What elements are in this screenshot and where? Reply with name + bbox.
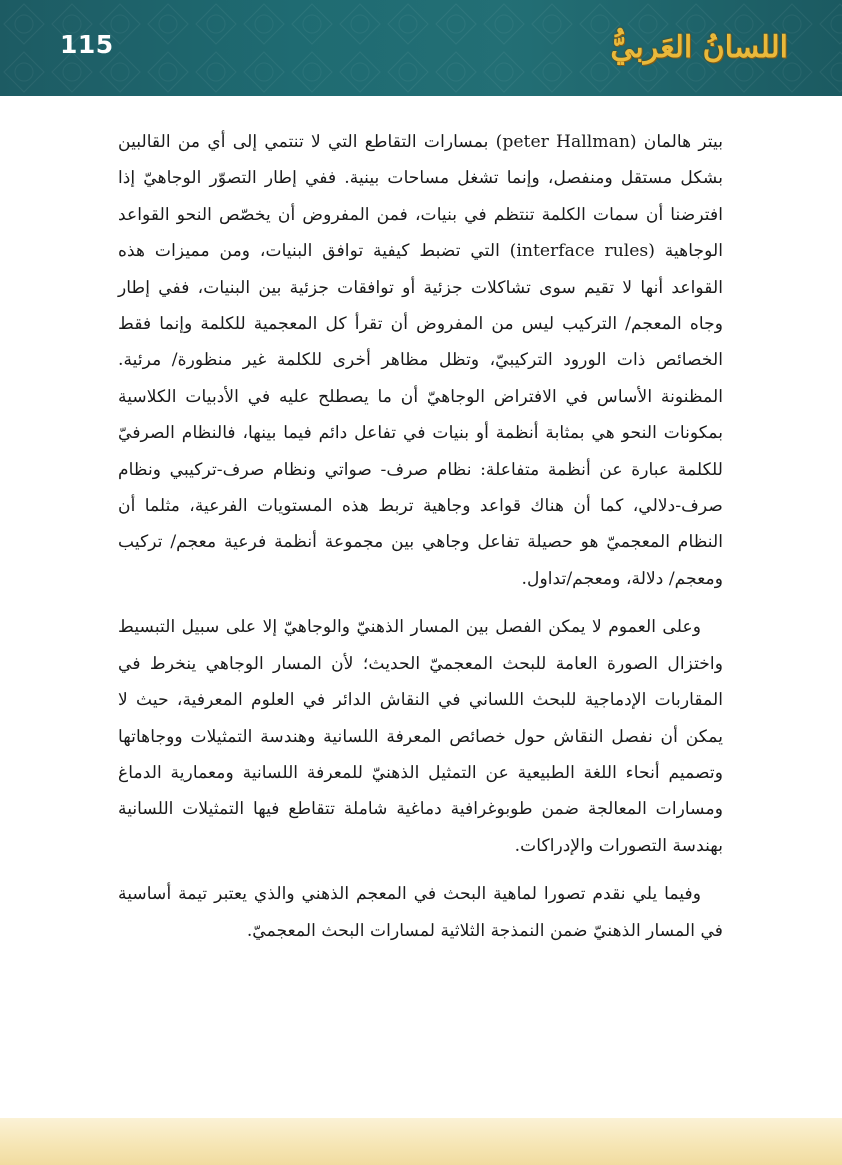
journal-logo-text: اللسانُ العَربيُّ — [610, 30, 788, 65]
article-body — [118, 124, 723, 961]
journal-logo — [610, 22, 788, 78]
page-header — [0, 0, 842, 96]
page-number: 115 — [60, 30, 114, 59]
page-footer-band — [0, 1118, 842, 1165]
paragraph-2: وعلى العموم لا يمكن الفصل بين المسار الذهنيّ والوجاهيّ إلا على سبيل التبسيط واختزال الصورة العامة للبحث المعجميّ الحديث؛ لأن المسار الوجاهي ينخرط في المقاربات الإدماجية للبحث اللساني في النقاش الدائر في العلوم المعرفية، حيث لا يمكن أن نفصل النقاش حول خصائص المعرفة اللسانية وهندسة التمثيلات ووجاهاتها وتصميم أنحاء اللغة الطبيعية عن التمثيل الذهنيّ للمعرفة اللسانية ومعمارية الدماغ ومسارات المعالجة ضمن طوبوغرافية دماغية شاملة تتقاطع فيها التمثيلات اللسانية بهندسة التصورات والإدراكات. — [118, 617, 723, 856]
paragraph-1: بيتر هالمان (peter Hallman) بمسارات التقاطع التي لا تنتمي إلى أي من القالبين بشكل مستقل ومنفصل، وإنما تشغل مساحات بينية. ففي إطار التصوّر الوجاهيّ إذا افترضنا أن سمات الكلمة تنتظم في بنيات، فمن المفروض أن يخصّص النحو القواعد الوجاهية (interface rules) التي تضبط كيفية توافق البنيات، ومن مميزات هذه القواعد أنها لا تقيم سوى تشاكلات جزئية أو توافقات جزئية بين البنيات، ففي إطار وجاه المعجم/ التركيب ليس من المفروض أن تقرأ كل المعجمية للكلمة وإنما فقط الخصائص ذات الورود التركيبيّ، وتظل مظاهر أخرى للكلمة غير منظورة/ مرئية. المظنونة الأساس في الافتراض الوجاهيّ أن ما يصطلح عليه في الأدبيات الكلاسية بمكونات النحو هي بمثابة أنظمة أو بنيات في تفاعل دائم فيما بينها، فالنظام الصرفيّ للكلمة عبارة عن أنظمة متفاعلة: نظام صرف- صواتي ونظام صرف-تركيبي ونظام صرف-دلالي، كما أن هناك قواعد وجاهية تربط هذه المستويات الفرعية، مثلما أن النظام المعجميّ هو حصيلة تفاعل وجاهي بين مجموعة أنظمة فرعية معجم/ تركيب ومعجم/ دلالة، ومعجم/تداول. — [118, 132, 723, 589]
paragraph-3: وفيما يلي نقدم تصورا لماهية البحث في المعجم الذهني والذي يعتبر تيمة أساسية في المسار الذهنيّ ضمن النمذجة الثلاثية لمسارات البحث المعجميّ. — [118, 884, 723, 941]
